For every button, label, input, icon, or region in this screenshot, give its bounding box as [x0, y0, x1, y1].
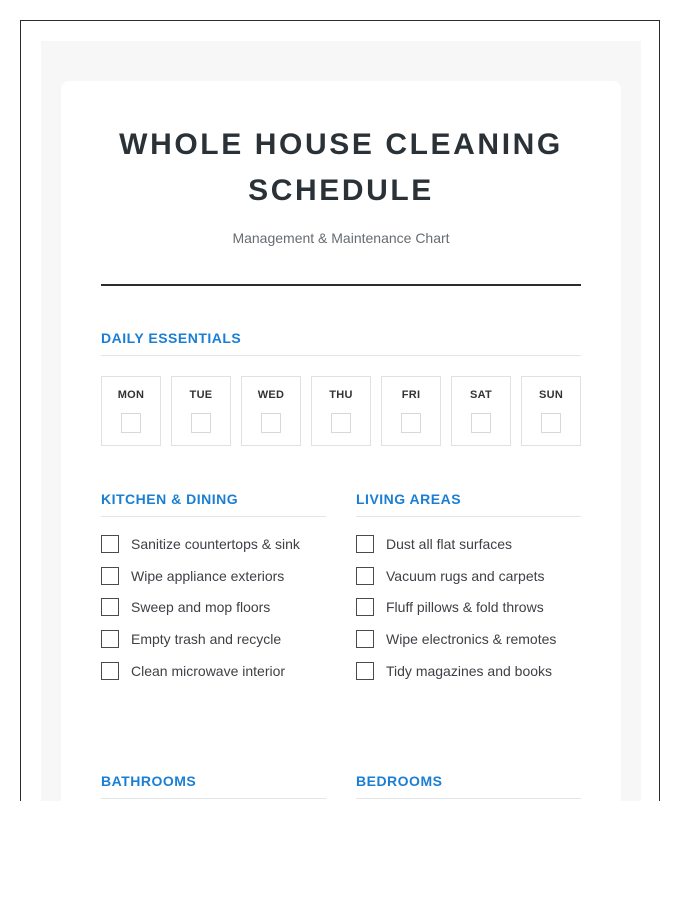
day-checkbox-mon[interactable] [121, 413, 141, 433]
task-item [101, 566, 284, 586]
day-label: THU [329, 389, 353, 401]
day-checkbox-fri[interactable] [401, 413, 421, 433]
day-cell-wed [241, 376, 301, 446]
day-checkbox-sun[interactable] [541, 413, 561, 433]
day-label: TUE [189, 389, 213, 401]
section-title-bedrooms: BEDROOMS [356, 773, 443, 789]
task-item [356, 566, 545, 586]
section-rule-bathrooms [101, 798, 326, 799]
page-subtitle: Management & Maintenance Chart [232, 230, 450, 246]
day-checkbox-thu[interactable] [331, 413, 351, 433]
task-label: Vacuum rugs and carpets [386, 568, 545, 584]
day-checkbox-tue[interactable] [191, 413, 211, 433]
section-rule-living [356, 516, 581, 517]
task-checkbox[interactable] [356, 598, 374, 616]
title-line-1: WHOLE HOUSE CLEANING [119, 128, 563, 161]
task-checkbox[interactable] [356, 535, 374, 553]
task-label: Empty trash and recycle [131, 631, 282, 647]
day-label: MON [117, 389, 145, 401]
day-cell-tue [171, 376, 231, 446]
task-label: Wipe appliance exteriors [131, 568, 285, 584]
task-checkbox[interactable] [356, 630, 374, 648]
task-item [356, 661, 552, 681]
task-checkbox[interactable] [101, 662, 119, 680]
header-divider [101, 284, 581, 286]
task-label: Tidy magazines and books [386, 663, 553, 679]
day-checkbox-sat[interactable] [471, 413, 491, 433]
section-title-bathrooms: BATHROOMS [101, 773, 197, 789]
section-title-daily: DAILY ESSENTIALS [101, 330, 242, 346]
task-item [356, 597, 544, 617]
day-cell-thu [311, 376, 371, 446]
day-label: FRI [401, 389, 421, 401]
page-title [0, 122, 682, 214]
section-title-living: LIVING AREAS [356, 491, 462, 507]
day-label: SUN [538, 389, 564, 401]
task-item [101, 534, 300, 554]
day-label: WED [257, 389, 285, 401]
task-item [356, 534, 512, 554]
day-cell-sun [521, 376, 581, 446]
day-cell-sat [451, 376, 511, 446]
task-checkbox[interactable] [101, 598, 119, 616]
task-item [101, 597, 270, 617]
task-item [101, 661, 285, 681]
task-checkbox[interactable] [101, 535, 119, 553]
day-cell-mon [101, 376, 161, 446]
task-label: Clean microwave interior [131, 663, 286, 679]
task-checkbox[interactable] [101, 567, 119, 585]
section-rule-bedrooms [356, 798, 581, 799]
task-checkbox[interactable] [101, 630, 119, 648]
task-label: Sanitize countertops & sink [131, 536, 300, 552]
section-title-kitchen: KITCHEN & DINING [101, 491, 239, 507]
task-item [101, 629, 281, 649]
task-label: Wipe electronics & remotes [386, 631, 557, 647]
title-line-2: SCHEDULE [248, 174, 434, 207]
task-checkbox[interactable] [356, 662, 374, 680]
day-label: SAT [469, 389, 493, 401]
day-checkbox-wed[interactable] [261, 413, 281, 433]
day-cell-fri [381, 376, 441, 446]
task-checkbox[interactable] [356, 567, 374, 585]
task-item [356, 629, 556, 649]
section-rule-daily [101, 355, 581, 356]
section-rule-kitchen [101, 516, 326, 517]
task-label: Dust all flat surfaces [386, 536, 513, 552]
task-label: Fluff pillows & fold throws [386, 599, 544, 615]
task-label: Sweep and mop floors [131, 599, 271, 615]
